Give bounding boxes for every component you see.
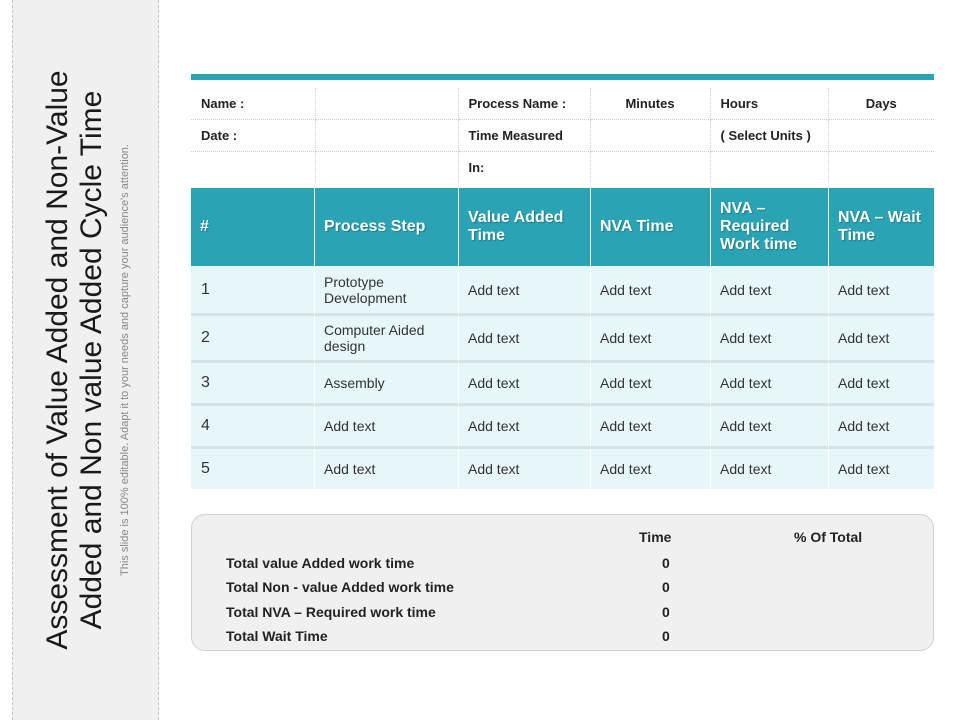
process-step-cell[interactable]: Add text [315, 406, 459, 449]
summary-row-label: Total Wait Time [226, 628, 328, 644]
nva-required-cell[interactable]: Add text [711, 406, 829, 449]
info-grid [191, 88, 934, 183]
value-added-cell[interactable]: Add text [459, 363, 591, 406]
unit-days[interactable]: Days [828, 88, 934, 120]
in-label: In: [458, 152, 590, 184]
table-row [191, 363, 934, 406]
date-value-cell[interactable] [315, 120, 458, 152]
process-name-label: Process Name : [458, 88, 590, 120]
nva-wait-cell[interactable]: Add text [829, 363, 934, 406]
time-measured-label: Time Measured [458, 120, 590, 152]
unit-minutes[interactable]: Minutes [590, 88, 710, 120]
empty-cell [828, 152, 934, 184]
summary-row-value: 0 [662, 604, 670, 620]
row-number: 1 [191, 266, 315, 316]
name-label: Name : [191, 88, 315, 120]
summary-row-label: Total NVA – Required work time [226, 604, 436, 620]
empty-cell [710, 152, 828, 184]
select-units-label[interactable]: ( Select Units ) [710, 120, 828, 152]
process-step-cell[interactable]: Prototype Development [315, 266, 459, 316]
name-value-cell[interactable] [315, 88, 458, 120]
empty-cell [590, 120, 710, 152]
nva-time-cell[interactable]: Add text [591, 406, 711, 449]
empty-cell [590, 152, 710, 184]
header-number: # [191, 188, 315, 266]
process-step-cell[interactable]: Add text [315, 449, 459, 489]
header-nva-time: NVA Time [591, 188, 711, 266]
nva-wait-cell[interactable]: Add text [829, 449, 934, 489]
nva-time-cell[interactable]: Add text [591, 266, 711, 316]
nva-required-cell[interactable]: Add text [711, 449, 829, 489]
slide-subtitle: This slide is 100% editable. Adapt it to your needs and capture your audience's attention. [118, 144, 131, 576]
table-row [191, 449, 934, 489]
value-added-cell[interactable]: Add text [459, 406, 591, 449]
cycle-time-table [191, 188, 934, 489]
rotated-title-block [41, 60, 131, 660]
nva-time-cell[interactable]: Add text [591, 316, 711, 363]
row-number: 5 [191, 449, 315, 489]
title-panel [12, 0, 159, 720]
value-added-cell[interactable]: Add text [459, 449, 591, 489]
empty-cell [828, 120, 934, 152]
table-row [191, 316, 934, 363]
summary-row-value: 0 [662, 628, 670, 644]
row-number: 3 [191, 363, 315, 406]
summary-row-value: 0 [662, 579, 670, 595]
summary-row-label: Total Non - value Added work time [226, 579, 454, 595]
nva-required-cell[interactable]: Add text [711, 266, 829, 316]
unit-hours[interactable]: Hours [710, 88, 828, 120]
header-process-step: Process Step [315, 188, 459, 266]
nva-wait-cell[interactable]: Add text [829, 406, 934, 449]
nva-time-cell[interactable]: Add text [591, 449, 711, 489]
row-number: 2 [191, 316, 315, 363]
slide-title-line-1: Assessment of Value Added and Non-Value [40, 70, 74, 650]
summary-row-value: 0 [662, 555, 670, 571]
header-value-added-time: Value Added Time [459, 188, 591, 266]
process-step-cell[interactable]: Assembly [315, 363, 459, 406]
empty-cell [315, 152, 458, 184]
slide-title-line-2: Added and Non value Added Cycle Time [74, 90, 108, 630]
nva-wait-cell[interactable]: Add text [829, 266, 934, 316]
summary-percent-header: % Of Total [794, 529, 863, 545]
nva-required-cell[interactable]: Add text [711, 363, 829, 406]
date-label: Date : [191, 120, 315, 152]
accent-bar [191, 74, 934, 80]
summary-panel [191, 514, 934, 651]
header-nva-required-work-time: NVA – Required Work time [711, 188, 829, 266]
summary-row-label: Total value Added work time [226, 555, 415, 571]
value-added-cell[interactable]: Add text [459, 266, 591, 316]
nva-wait-cell[interactable]: Add text [829, 316, 934, 363]
value-added-cell[interactable]: Add text [459, 316, 591, 363]
table-header-row [191, 188, 934, 266]
table-row [191, 266, 934, 316]
row-number: 4 [191, 406, 315, 449]
process-step-cell[interactable]: Computer Aided design [315, 316, 459, 363]
header-nva-wait-time: NVA – Wait Time [829, 188, 934, 266]
nva-time-cell[interactable]: Add text [591, 363, 711, 406]
empty-cell [191, 152, 315, 184]
table-row [191, 406, 934, 449]
nva-required-cell[interactable]: Add text [711, 316, 829, 363]
summary-time-header: Time [639, 529, 672, 545]
